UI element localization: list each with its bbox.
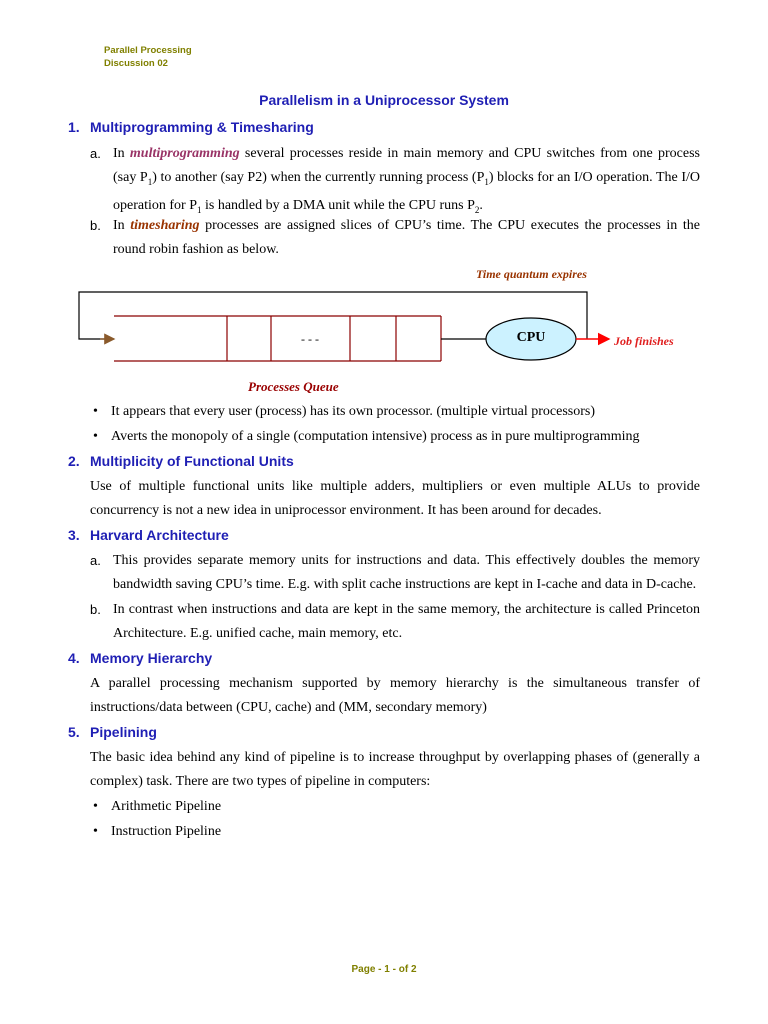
item-label: a. — [90, 553, 101, 568]
item-label: b. — [90, 218, 101, 233]
time-quantum-label: Time quantum expires — [476, 267, 587, 281]
list-item-3b — [90, 598, 700, 646]
section-title: Pipelining — [90, 724, 157, 740]
section-number: 5. — [68, 724, 80, 740]
bullet-item: • It appears that every user (process) has its own processor. (multiple virtual processors) — [111, 401, 595, 423]
item-text: In timesharing processes are assigned slices of CPU’s time. The CPU executes the processes in the round robin fashion as below. — [113, 218, 700, 257]
page-footer: Page - 1 - of 2 — [351, 964, 417, 975]
header-course: Parallel Processing — [104, 45, 192, 56]
section-number: 3. — [68, 527, 80, 543]
item-label: a. — [90, 146, 101, 161]
document-title: Parallelism in a Uniprocessor System — [259, 92, 509, 108]
section-title: Multiprogramming & Timesharing — [90, 119, 314, 135]
section-heading-5 — [68, 724, 157, 740]
section-paragraph: The basic idea behind any kind of pipeline is to increase throughput by overlapping phases of (generally a complex) task. There are two types of pipeline in computers: — [90, 750, 700, 789]
header-discussion: Discussion 02 — [104, 58, 168, 69]
list-item-3a — [90, 549, 700, 597]
section-title: Multiplicity of Functional Units — [90, 453, 294, 469]
term-multiprogramming: multiprogramming — [129, 146, 240, 161]
job-finishes-label: Job finishes — [614, 334, 674, 348]
item-text: In contrast when instructions and data are kept in the same memory, the architecture is called Princeton Architecture. E.g. unified cache, main memory, etc. — [113, 602, 700, 641]
section-title: Harvard Architecture — [90, 527, 229, 543]
section-number: 1. — [68, 119, 80, 135]
section-heading-3 — [68, 527, 229, 543]
section-heading-2 — [68, 453, 294, 469]
bullet-item: • Arithmetic Pipeline — [111, 796, 221, 818]
section-paragraph: Use of multiple functional units like multiple adders, multipliers or even multiple ALUs to provide concurrency is not a new idea in uniprocessor environment. It has been around for decades. — [90, 479, 700, 518]
section-title: Memory Hierarchy — [90, 650, 213, 666]
item-label: b. — [90, 602, 101, 617]
bullet-item: • Averts the monopoly of a single (computation intensive) process as in pure multiprogramming — [111, 426, 640, 448]
section-heading-4 — [68, 650, 212, 666]
section-number: 4. — [68, 650, 80, 666]
bullet-item: • Instruction Pipeline — [111, 821, 221, 843]
item-text: This provides separate memory units for instructions and data. This effectively doubles the memory bandwidth saving CPU’s time. E.g. with split cache instructions are kept in I-cache and data in D-cache. — [113, 553, 700, 592]
term-timesharing: timesharing — [130, 218, 200, 233]
queue-dots: - - - — [301, 332, 319, 346]
item-text: In multiprogramming several processes reside in main memory and CPU switches from one process (say $P_1$) to another (say P2) when the currently running process $(P_1)$ blocks for an I/O operation. The I/O operation for $P_1$ is handled by a DMA unit while the CPU runs $P_2$. — [113, 146, 700, 215]
section-number: 2. — [68, 453, 80, 469]
processes-queue-label: Processes Queue — [248, 379, 339, 394]
section-paragraph: A parallel processing mechanism supported by memory hierarchy is the simultaneous transfer of instructions/data between (CPU, cache) and (MM, secondary memory) — [90, 676, 700, 715]
cpu-label: CPU — [516, 330, 546, 345]
